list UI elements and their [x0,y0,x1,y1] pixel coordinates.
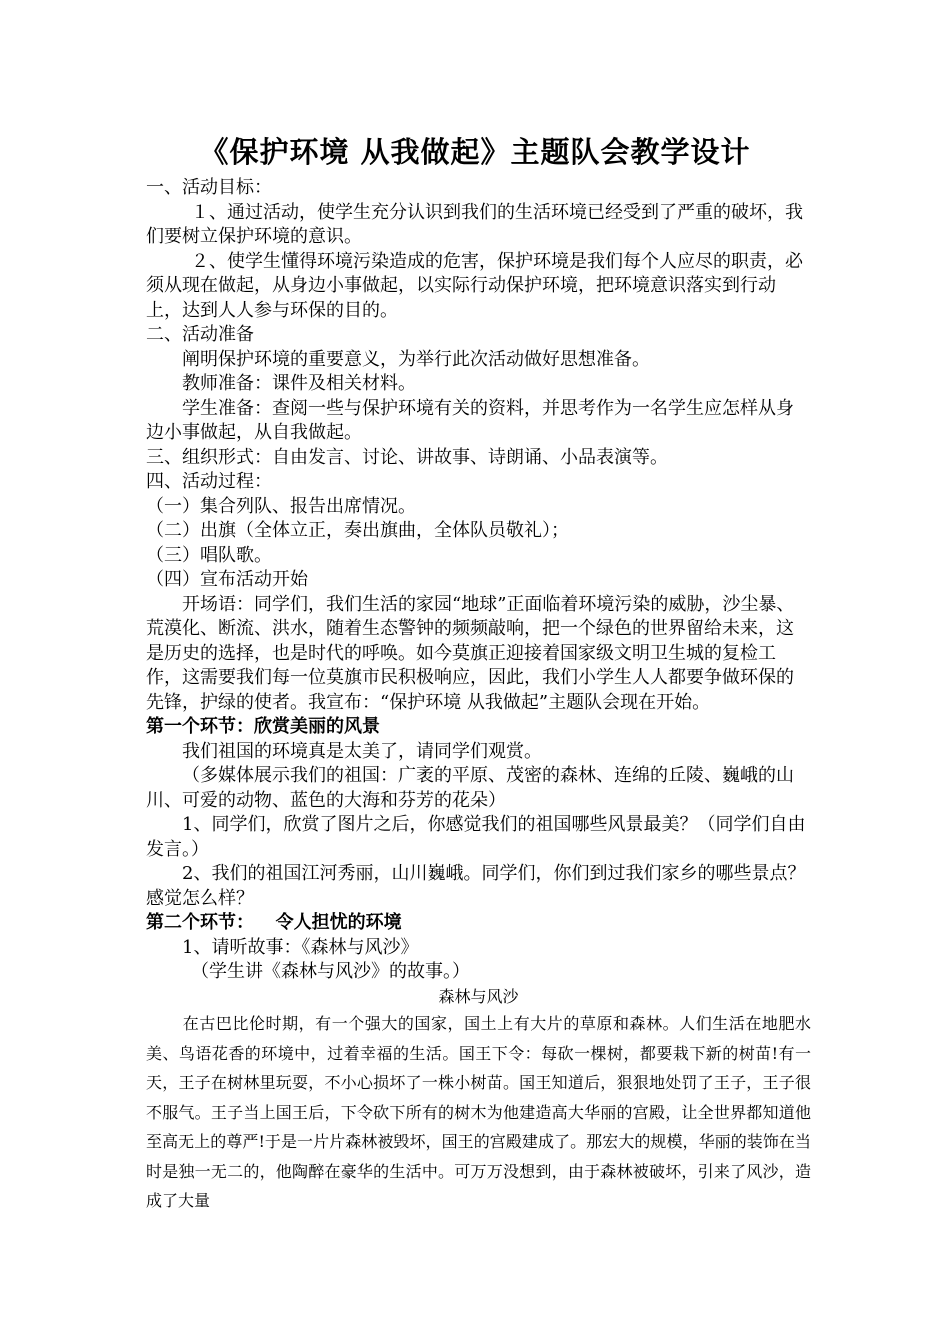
story-title: 森林与风沙 [438,986,519,1006]
stage-2-label: 第二个环节： [146,912,254,933]
student-preparation: 学生准备：查阅一些与保护环境有关的资料，并思考作为一名学生应怎样从身边小事做起，从自我做起。 [146,397,794,443]
preparation-purpose: 阐明保护环境的重要意义，为举行此次活动做好思想准备。 [182,348,650,370]
section-heading-preparation: 二、活动准备 [146,324,254,345]
story-text: 在古巴比伦时期，有一个强大的国家，国土上有大片的草原和森林。人们生活在地肥水美、鸟语花香的环境中，过着幸福的生活。国王下令：每砍一棵树，都要栽下新的树苗!有一天，王子在树林里玩耍，不小心损坏了一株小树苗。国王知道后，狠狠地处罚了王子，王子很不服气。王子当上国王后，下令砍下所有的树木为他建造高大华丽的宫殿，让全世界都知道他至高无上的尊严!于是一片片森林被毁坏，国王的宫殿建成了。那宏大的规模，华丽的装饰在当时是独一无二的，他陶醉在豪华的生活中。可万万没想到，由于森林被破坏，引来了风沙，造成了大量 [146,1014,811,1210]
stage-1-intro: 我们祖国的环境真是太美了，请同学们观赏。 [182,740,542,762]
section-heading-process: 四、活动过程： [146,471,272,492]
goal-item-1: １、通过活动，使学生充分认识到我们的生活环境已经受到了严重的破坏，我们要树立保护环境的意识。 [146,201,803,247]
stage-2-story-note: （学生讲《森林与风沙》的故事。） [191,961,470,982]
process-step-3: （三）唱队歌。 [146,544,272,566]
stage-1-question-2: 2、我们的祖国江河秀丽，山川巍峨。同学们，你们到过我们家乡的哪些景点？感觉怎么样？ [146,863,806,909]
process-step-2: （二）出旗（全体立正，奏出旗曲，全体队员敬礼）； [146,520,569,541]
section-heading-format: 三、组织形式：自由发言、讨论、讲故事、诗朗诵、小品表演等。 [146,446,668,468]
teacher-preparation: 教师准备：课件及相关材料。 [182,373,416,394]
stage-2-heading [146,911,811,936]
stage-2-story-prompt: 1、请听故事：《森林与风沙》 [182,936,419,958]
goal-item-2: ２、使学生懂得环境污染造成的危害，保护环境是我们每个人应尽的职责，必须从现在做起，从身边小事做起，以实际行动保护环境，把环境意识落实到行动上，达到人人参与环保的目的。 [146,250,803,321]
stage-1-question-1: 1、同学们，欣赏了图片之后，你感觉我们的祖国哪些风景最美？（同学们自由发言。） [146,814,806,860]
process-step-4: （四）宣布活动开始 [146,569,308,590]
document-body [146,176,811,1216]
opening-speech: 开场语：同学们，我们生活的家园“地球”正面临着环境污染的威胁，沙尘暴、荒漠化、断流、洪水，随着生态警钟的频频敲响，把一个绿色的世界留给未来，这是历史的选择，也是时代的呼唤。如今莫旗正迎接着国家级文明卫生城的复检工作，这需要我们每一位莫旗市民积极响应，因此，我们小学生人人都要争做环保的先锋，护绿的使者。我宣布：“保护环境 从我做起”主题队会现在开始。 [146,593,795,713]
process-step-1: （一）集合列队、报告出席情况。 [146,495,416,517]
stage-1-multimedia: （多媒体展示我们的祖国：广袤的平原、茂密的森林、连绵的丘陵、巍峨的山川、可爱的动物、蓝色的大海和芬芳的花朵） [146,765,794,811]
stage-2-title: 令人担忧的环境 [275,912,402,933]
section-heading-goals: 一、活动目标： [146,177,272,198]
stage-1-heading: 第一个环节：欣赏美丽的风景 [146,716,380,737]
document-title: 《保护环境 从我做起》主题队会教学设计 [199,135,751,169]
